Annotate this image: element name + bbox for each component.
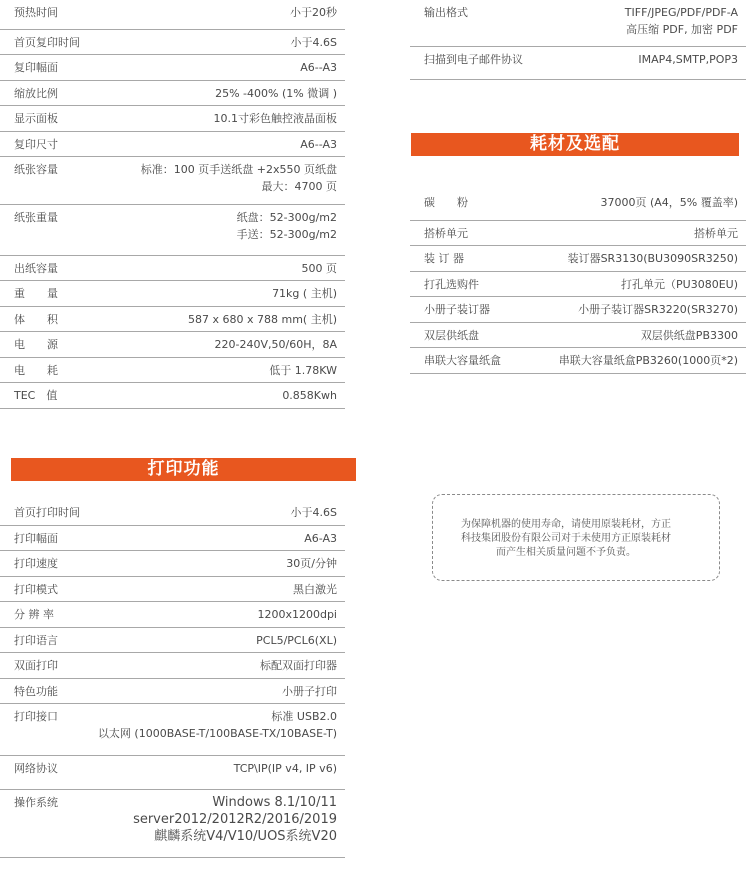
spec-value xyxy=(694,225,738,242)
spec-label: 出纸容量 xyxy=(14,262,58,275)
spec-value xyxy=(260,657,337,674)
spec-label: 电 源 xyxy=(14,338,58,351)
spec-row xyxy=(410,0,746,47)
spec-row xyxy=(410,323,746,348)
spec-value-line: 小于4.6S xyxy=(290,36,337,49)
spec-row xyxy=(0,602,345,628)
spec-value xyxy=(600,194,738,211)
spec-label: 缩放比例 xyxy=(14,87,58,100)
spec-value-line: 0.858Kwh xyxy=(282,389,337,402)
spec-value xyxy=(291,504,337,521)
print-spec-table xyxy=(0,500,345,858)
spec-value-line: 587 x 680 x 788 mm( 主机) xyxy=(188,313,337,326)
spec-value-line: 最大：4700 页 xyxy=(261,180,337,193)
spec-value-line: 220-240V,50/60H，8A xyxy=(214,338,337,351)
spec-value-line: TCP\IP(IP v4, IP v6) xyxy=(233,762,337,775)
spec-row xyxy=(0,81,345,106)
spec-row xyxy=(0,500,345,526)
spec-row xyxy=(410,221,746,246)
spec-value xyxy=(282,683,337,700)
spec-value-line: 双层供纸盘PB3300 xyxy=(640,329,738,342)
spec-row xyxy=(410,47,746,80)
notice-line: 科技集团股份有限公司对于未使用方正原装耗材 xyxy=(461,533,671,544)
spec-value xyxy=(300,136,337,153)
spec-label: 串联大容量纸盒 xyxy=(424,354,501,367)
spec-row xyxy=(0,628,345,653)
spec-value xyxy=(215,85,337,102)
spec-value xyxy=(237,209,337,243)
spec-value-line: 25% -400% (1% 微调 ) xyxy=(215,87,337,100)
spec-value-line: A6-A3 xyxy=(304,532,337,545)
spec-value-line: 30页/分钟 xyxy=(286,557,337,570)
spec-label: 搭桥单元 xyxy=(424,227,468,240)
spec-value xyxy=(621,276,738,293)
spec-value xyxy=(234,760,337,777)
spec-value xyxy=(272,285,337,302)
spec-row xyxy=(0,30,345,55)
spec-value xyxy=(188,311,337,328)
spec-value-line: 标配双面打印器 xyxy=(260,659,337,672)
spec-value-line: 标准：100 页手送纸盘 +2x550 页纸盘 xyxy=(140,163,337,176)
spec-label: 复印尺寸 xyxy=(14,138,58,151)
spec-row xyxy=(0,653,345,679)
spec-value xyxy=(282,387,337,404)
spec-value-line: 搭桥单元 xyxy=(694,227,738,240)
spec-value-line: 1200x1200dpi xyxy=(257,608,337,621)
consumables-table xyxy=(410,190,746,374)
spec-value xyxy=(141,161,337,195)
spec-row xyxy=(0,332,345,358)
spec-row xyxy=(0,383,345,409)
spec-label: 首页复印时间 xyxy=(14,36,80,49)
spec-value xyxy=(133,794,337,845)
spec-row xyxy=(0,281,345,307)
spec-row xyxy=(0,358,345,383)
spec-value-line: 小册子打印 xyxy=(282,685,337,698)
spec-label: 复印幅面 xyxy=(14,61,58,74)
spec-value-line: 低于 1.78KW xyxy=(269,364,337,377)
notice-line: 而产生相关质量问题不予负责。 xyxy=(496,547,636,558)
spec-value-line: Windows 8.1/10/11 xyxy=(212,795,337,810)
spec-row xyxy=(0,256,345,281)
spec-row xyxy=(0,526,345,551)
spec-value-line: 手送：52-300g/m2 xyxy=(236,228,337,241)
spec-row xyxy=(0,0,345,30)
spec-value-line: 小于20秒 xyxy=(290,6,337,19)
spec-value-line: 以太网 (1000BASE-T/100BASE-TX/10BASE-T) xyxy=(97,727,337,740)
spec-value xyxy=(98,708,337,742)
spec-value xyxy=(300,59,337,76)
spec-value-line: 10.1寸彩色触控液晶面板 xyxy=(213,112,337,125)
spec-label: 特色功能 xyxy=(14,685,58,698)
spec-value xyxy=(304,530,337,547)
spec-label: 体 积 xyxy=(14,313,58,326)
consumables-banner: 耗材及选配 xyxy=(411,133,739,156)
spec-value xyxy=(641,327,738,344)
print-function-banner: 打印功能 xyxy=(11,458,356,481)
spec-value xyxy=(625,4,738,38)
spec-label: 输出格式 xyxy=(424,6,468,19)
spec-value-line: TIFF/JPEG/PDF/PDF-A xyxy=(624,6,738,19)
spec-label: 双面打印 xyxy=(14,659,58,672)
spec-value-line: 打孔单元（PU3080EU) xyxy=(621,278,738,291)
spec-value-line: 标准 USB2.0 xyxy=(271,710,337,723)
spec-row xyxy=(0,205,345,256)
spec-label: 显示面板 xyxy=(14,112,58,125)
spec-value-line: 黑白激光 xyxy=(293,583,337,596)
spec-label: 打孔选购件 xyxy=(424,278,479,291)
spec-label: 打印幅面 xyxy=(14,532,58,545)
spec-value-line: server2012/2012R2/2016/2019 xyxy=(133,812,337,827)
spec-row xyxy=(0,790,345,858)
spec-value-line: 纸盘：52-300g/m2 xyxy=(236,211,337,224)
spec-row xyxy=(410,297,746,323)
spec-value xyxy=(302,260,338,277)
spec-value-line: 500 页 xyxy=(301,262,337,275)
spec-row xyxy=(0,157,345,205)
spec-label: 碳 粉 xyxy=(424,196,468,209)
spec-value-line: A6--A3 xyxy=(300,61,337,74)
spec-value xyxy=(256,632,337,649)
notice-line: 为保障机器的使用寿命，请使用原装耗材，方正 xyxy=(461,519,671,530)
spec-value-line: 71kg ( 主机) xyxy=(272,287,337,300)
spec-value-line: 麒麟系统V4/V10/UOS系统V20 xyxy=(154,829,337,844)
spec-value xyxy=(215,336,337,353)
spec-row xyxy=(410,246,746,272)
spec-value xyxy=(291,34,337,51)
spec-label: 打印模式 xyxy=(14,583,58,596)
spec-value xyxy=(269,362,337,379)
spec-row xyxy=(0,307,345,332)
spec-value xyxy=(214,110,338,127)
spec-label: 纸张容量 xyxy=(14,163,58,176)
spec-row xyxy=(0,756,345,790)
spec-value-line: IMAP4,SMTP,POP3 xyxy=(638,53,738,66)
spec-label: 预热时间 xyxy=(14,6,58,19)
spec-label: 打印接口 xyxy=(14,710,58,723)
spec-label: 扫描到电子邮件协议 xyxy=(424,53,523,66)
spec-value xyxy=(286,555,337,572)
copy-spec-table xyxy=(0,0,345,409)
spec-label: 网络协议 xyxy=(14,762,58,775)
spec-value xyxy=(293,581,337,598)
spec-value xyxy=(257,606,337,623)
spec-row xyxy=(0,132,345,157)
spec-value-line: 串联大容量纸盒PB3260(1000页*2) xyxy=(558,354,738,367)
spec-value xyxy=(568,250,738,267)
spec-value xyxy=(290,4,337,21)
spec-label: 双层供纸盘 xyxy=(424,329,479,342)
spec-row xyxy=(410,190,746,221)
spec-value xyxy=(638,51,738,68)
spec-row xyxy=(410,348,746,374)
spec-label: 分 辨 率 xyxy=(14,608,54,621)
spec-value-line: 高压缩 PDF, 加密 PDF xyxy=(626,23,738,36)
spec-value-line: 小于4.6S xyxy=(290,506,337,519)
spec-label: TEC 值 xyxy=(14,389,58,402)
spec-label: 电 耗 xyxy=(14,364,58,377)
spec-label: 打印语言 xyxy=(14,634,58,647)
spec-label: 打印速度 xyxy=(14,557,58,570)
spec-label: 重 量 xyxy=(14,287,58,300)
scan-spec-table xyxy=(410,0,746,80)
spec-label: 装 订 器 xyxy=(424,252,464,265)
spec-value-line: 装订器SR3130(BU3090SR3250) xyxy=(567,252,738,265)
spec-row xyxy=(410,272,746,297)
spec-row xyxy=(0,55,345,81)
spec-label: 纸张重量 xyxy=(14,211,58,224)
spec-value xyxy=(559,352,738,369)
spec-row xyxy=(0,551,345,577)
spec-row xyxy=(0,106,345,132)
spec-value-line: A6--A3 xyxy=(300,138,337,151)
spec-value-line: PCL5/PCL6(XL) xyxy=(256,634,337,647)
spec-label: 首页打印时间 xyxy=(14,506,80,519)
spec-value-line: 小册子装订器SR3220(SR3270) xyxy=(578,303,738,316)
spec-row xyxy=(0,577,345,602)
spec-value xyxy=(578,301,738,318)
spec-value-line: 37000页 (A4，5% 覆盖率) xyxy=(600,196,738,209)
spec-label: 操作系统 xyxy=(14,796,58,809)
notice-box xyxy=(432,494,720,581)
spec-row xyxy=(0,704,345,756)
spec-row xyxy=(0,679,345,704)
spec-label: 小册子装订器 xyxy=(424,303,490,316)
